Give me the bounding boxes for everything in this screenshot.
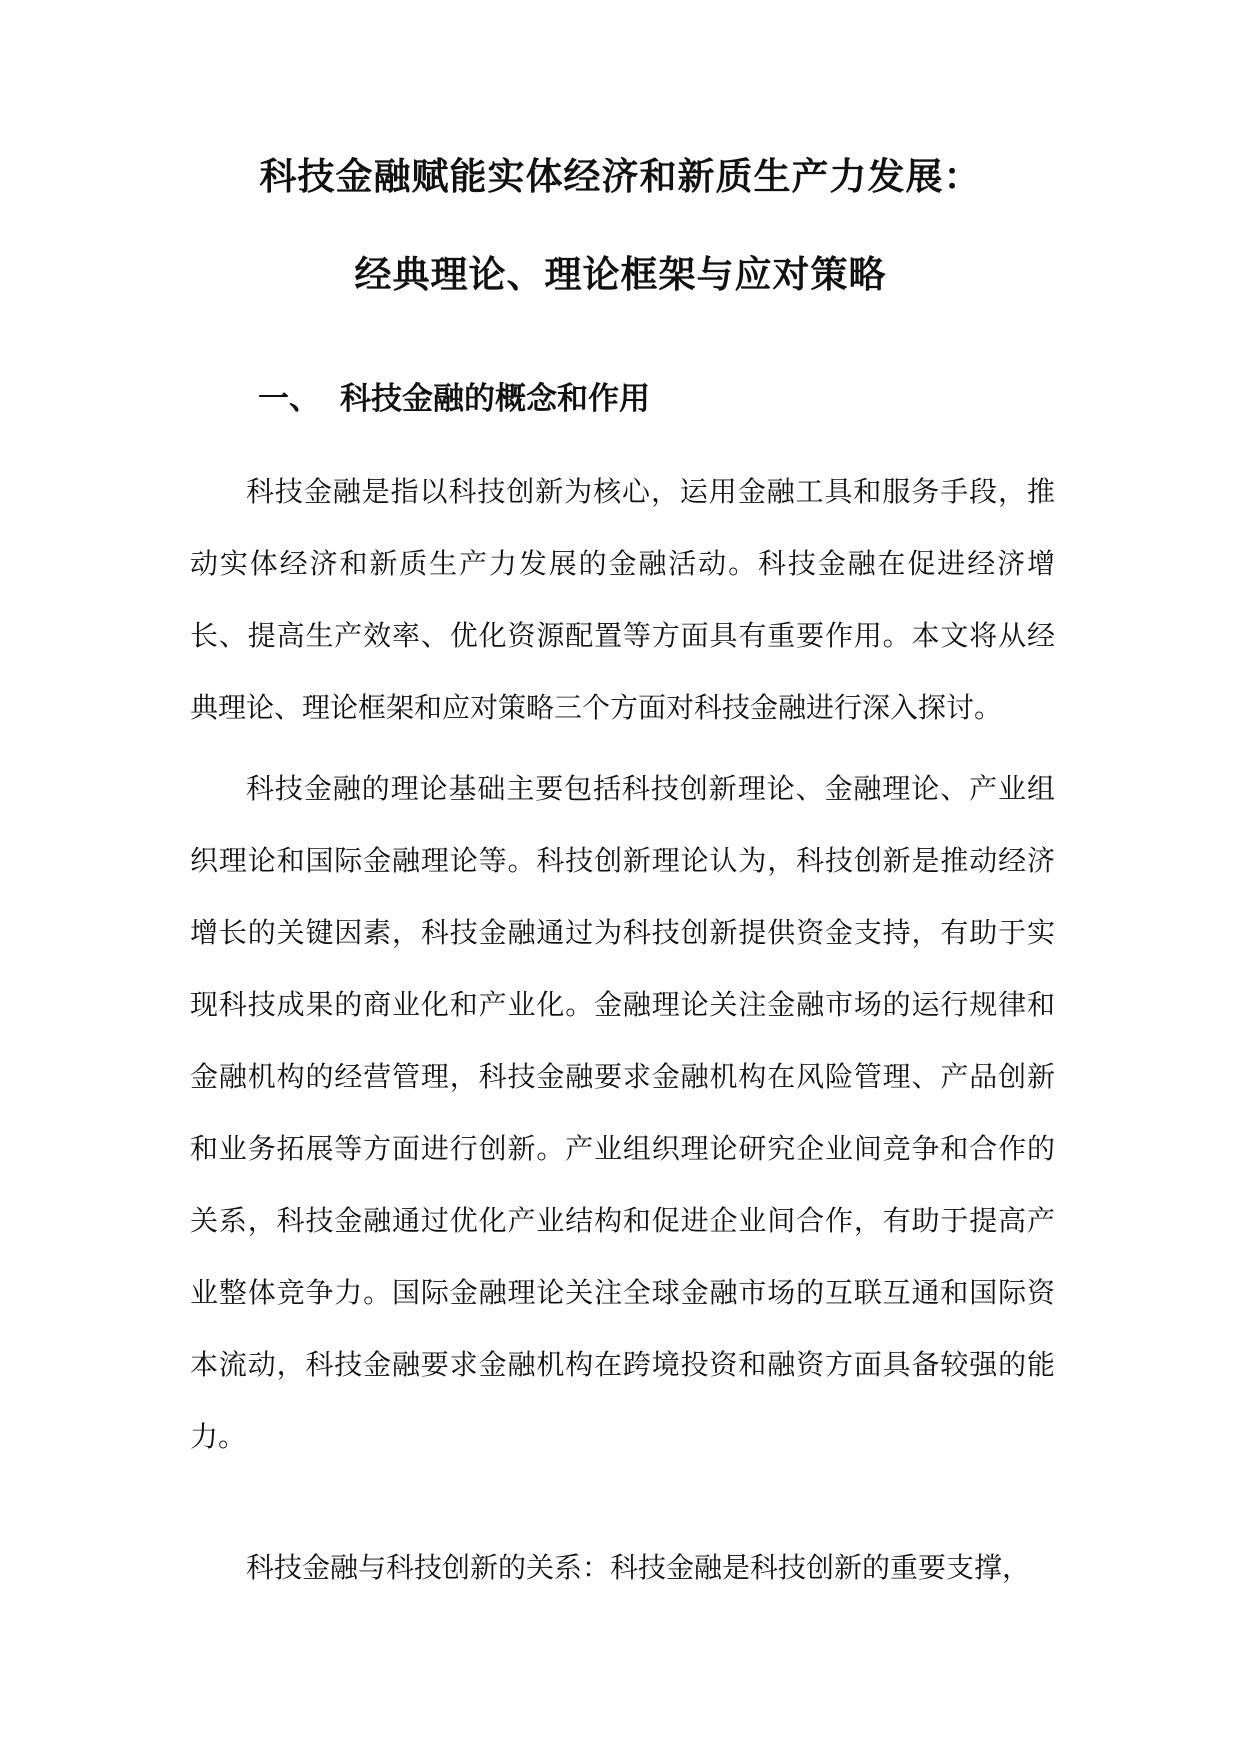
section-heading [258, 381, 650, 417]
section-title: 科技金融的概念和作用 [340, 381, 650, 417]
title-line-2: 经典理论、理论框架与应对策略 [354, 253, 887, 296]
paragraph-2: 科技金融的理论基础主要包括科技创新理论、金融理论、产业组织理论和国际金融理论等。科技创新理论认为，科技创新是推动经济增长的关键因素，科技金融通过为科技创新提供资金支持，有助于实现科技成果的商业化和产业化。金融理论关注金融市场的运行规律和金融机构的经营管理，科技金融要求金融机构在风险管理、产品创新和业务拓展等方面进行创新。产业组织理论研究企业间竞争和合作的关系，科技金融通过优化产业结构和促进企业间合作，有助于提高产业整体竞争力。国际金融理论关注全球金融市场的互联互通和国际资本流动，科技金融要求金融机构在跨境投资和融资方面具备较强的能力。 [190, 772, 1055, 1453]
paragraph-1: 科技金融是指以科技创新为核心，运用金融工具和服务手段，推动实体经济和新质生产力发展的金融活动。科技金融在促进经济增长、提高生产效率、优化资源配置等方面具有重要作用。本文将从经典理论、理论框架和应对策略三个方面对科技金融进行深入探讨。 [190, 475, 1055, 724]
paragraph-3: 科技金融与科技创新的关系：科技金融是科技创新的重要支撑， [246, 1551, 1031, 1584]
section-number: 一、 [258, 381, 320, 417]
title-line-1: 科技金融赋能实体经济和新质生产力发展： [259, 155, 982, 198]
